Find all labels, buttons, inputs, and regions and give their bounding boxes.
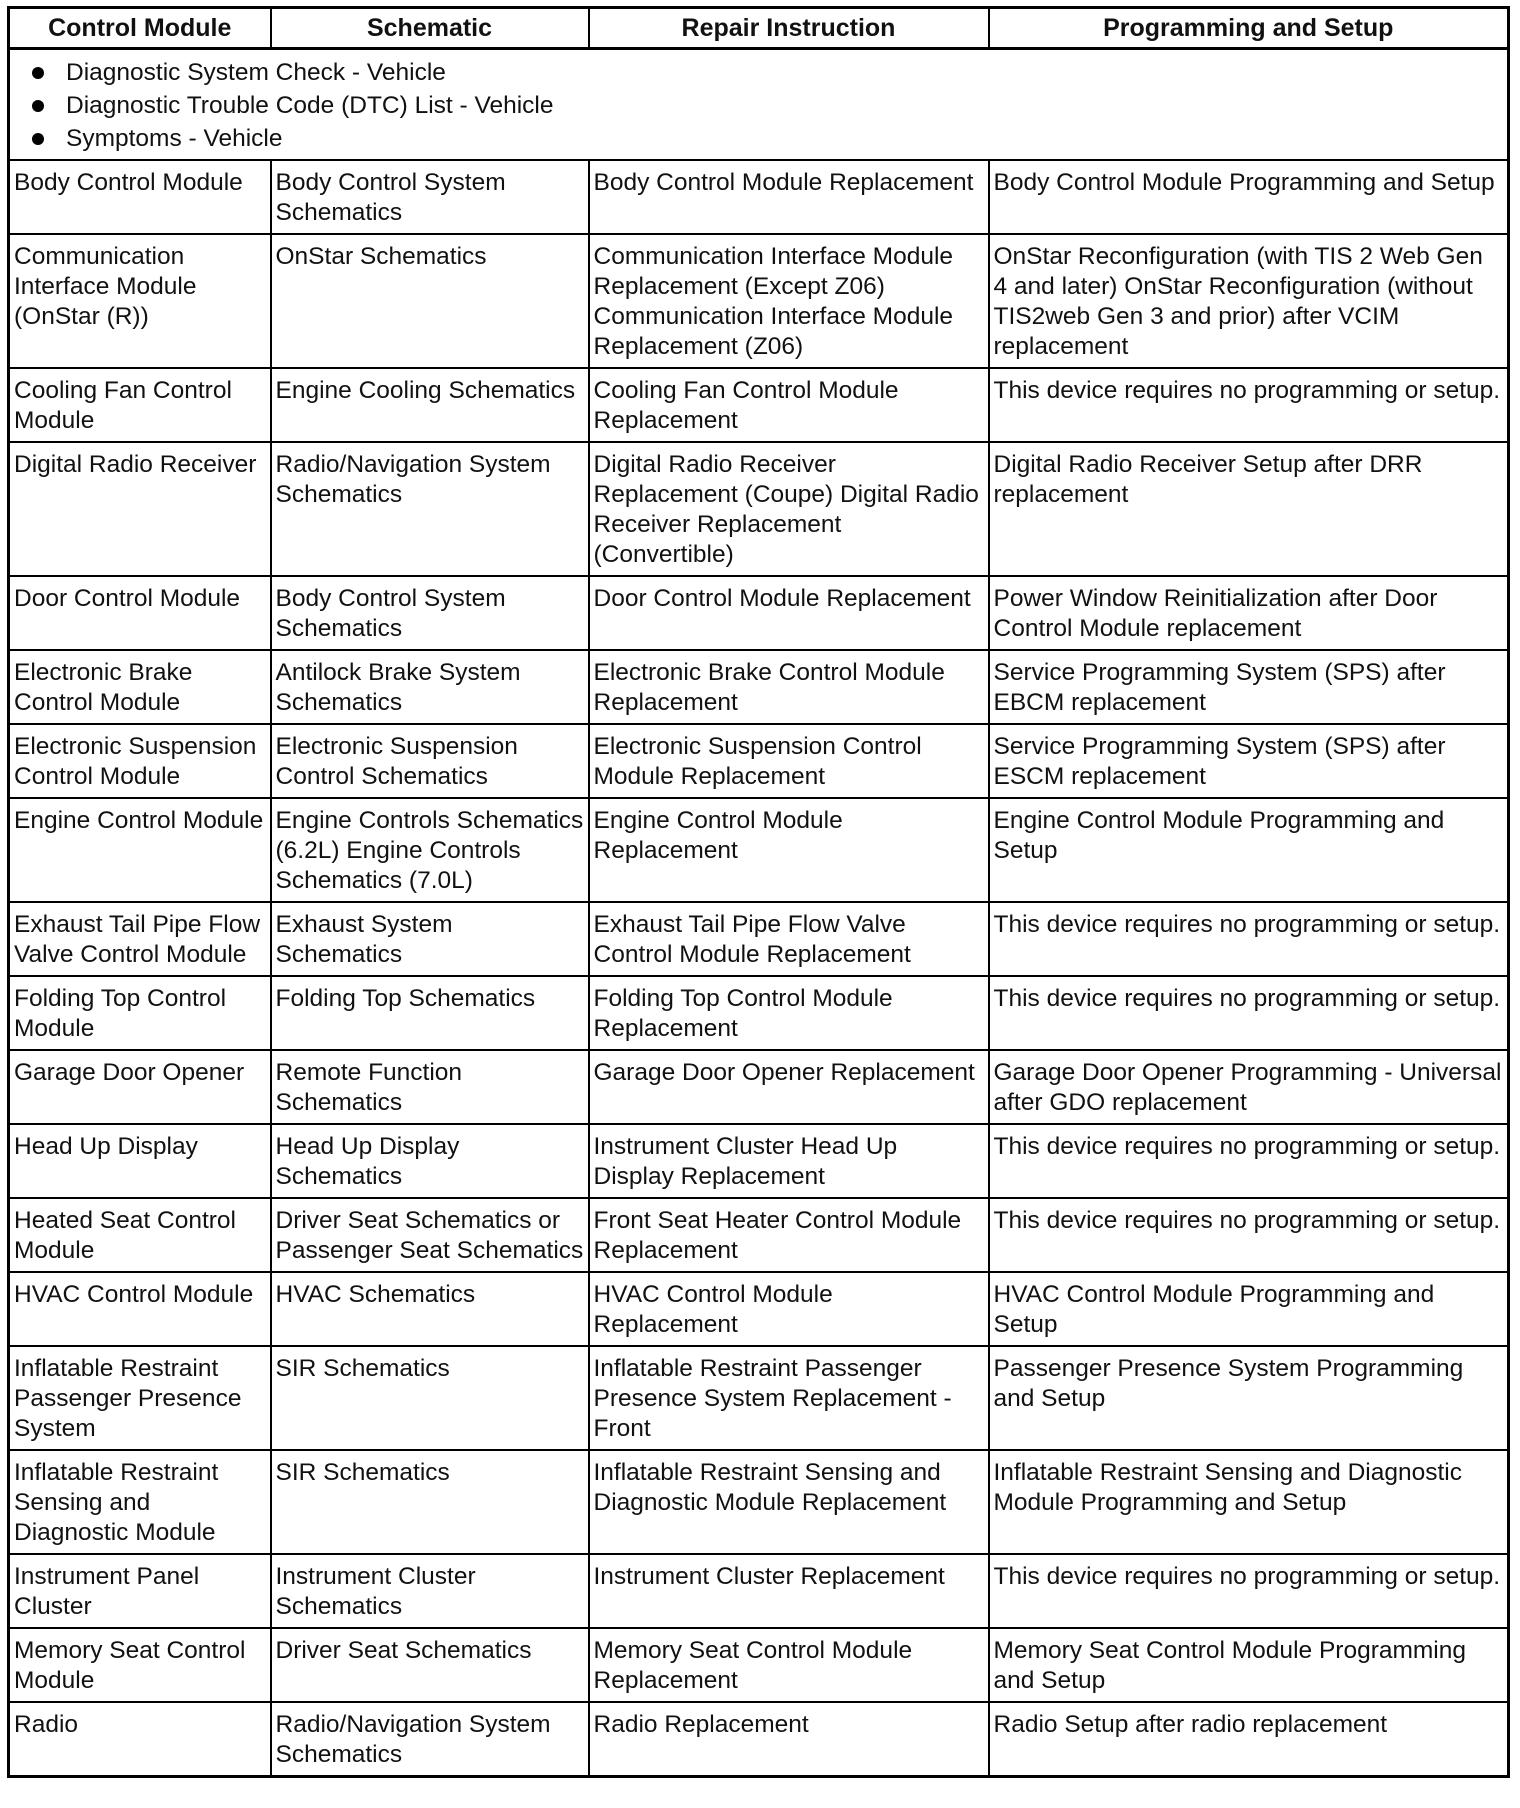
diagnostic-link-label: Symptoms - Vehicle (66, 125, 283, 152)
diagnostic-link-item[interactable] (28, 56, 1499, 89)
cell-control-module: Cooling Fan Control Module (9, 368, 271, 442)
table-row (9, 650, 1509, 724)
cell-control-module: Engine Control Module (9, 798, 271, 902)
header-repair-instruction: Repair Instruction (589, 8, 989, 49)
table-row (9, 1346, 1509, 1450)
header-row (9, 8, 1509, 49)
table-row (9, 1450, 1509, 1554)
cell-control-module: Radio (9, 1702, 271, 1777)
cell-repair-instruction: Engine Control Module Replacement (589, 798, 989, 902)
bullet-icon (32, 100, 44, 112)
document-page (7, 6, 1510, 1778)
table-row (9, 1198, 1509, 1272)
table-row (9, 160, 1509, 234)
table-row (9, 442, 1509, 576)
cell-schematic: Exhaust System Schematics (271, 902, 589, 976)
table-row (9, 1702, 1509, 1777)
cell-programming-setup: This device requires no programming or setup. (989, 902, 1509, 976)
cell-schematic: Antilock Brake System Schematics (271, 650, 589, 724)
cell-schematic: Radio/Navigation System Schematics (271, 1702, 589, 1777)
cell-control-module: Exhaust Tail Pipe Flow Valve Control Module (9, 902, 271, 976)
cell-programming-setup: Memory Seat Control Module Programming and Setup (989, 1628, 1509, 1702)
diagnostic-link-item[interactable] (28, 122, 1499, 155)
bullet-icon (32, 133, 44, 145)
cell-schematic: Instrument Cluster Schematics (271, 1554, 589, 1628)
cell-programming-setup: Radio Setup after radio replacement (989, 1702, 1509, 1777)
table-row (9, 576, 1509, 650)
cell-repair-instruction: Door Control Module Replacement (589, 576, 989, 650)
cell-repair-instruction: HVAC Control Module Replacement (589, 1272, 989, 1346)
cell-repair-instruction: Radio Replacement (589, 1702, 989, 1777)
table-row (9, 368, 1509, 442)
cell-control-module: Inflatable Restraint Sensing and Diagnostic Module (9, 1450, 271, 1554)
cell-programming-setup: Service Programming System (SPS) after ESCM replacement (989, 724, 1509, 798)
table-row (9, 902, 1509, 976)
cell-programming-setup: Digital Radio Receiver Setup after DRR replacement (989, 442, 1509, 576)
cell-repair-instruction: Communication Interface Module Replacement (Except Z06) Communication Interface Module Replacement (Z06) (589, 234, 989, 368)
cell-control-module: Door Control Module (9, 576, 271, 650)
cell-programming-setup: HVAC Control Module Programming and Setup (989, 1272, 1509, 1346)
cell-programming-setup: Power Window Reinitialization after Door Control Module replacement (989, 576, 1509, 650)
cell-control-module: Inflatable Restraint Passenger Presence System (9, 1346, 271, 1450)
cell-control-module: Electronic Brake Control Module (9, 650, 271, 724)
cell-schematic: Radio/Navigation System Schematics (271, 442, 589, 576)
table-row (9, 724, 1509, 798)
header-control-module: Control Module (9, 8, 271, 49)
cell-programming-setup: Body Control Module Programming and Setup (989, 160, 1509, 234)
cell-repair-instruction: Instrument Cluster Head Up Display Replacement (589, 1124, 989, 1198)
table-row (9, 1050, 1509, 1124)
cell-control-module: Body Control Module (9, 160, 271, 234)
cell-repair-instruction: Memory Seat Control Module Replacement (589, 1628, 989, 1702)
diagnostic-link-list (28, 56, 1499, 155)
intro-cell (9, 49, 1509, 161)
cell-control-module: Head Up Display (9, 1124, 271, 1198)
cell-programming-setup: Service Programming System (SPS) after EBCM replacement (989, 650, 1509, 724)
cell-schematic: Folding Top Schematics (271, 976, 589, 1050)
cell-schematic: Driver Seat Schematics (271, 1628, 589, 1702)
cell-repair-instruction: Instrument Cluster Replacement (589, 1554, 989, 1628)
cell-control-module: Digital Radio Receiver (9, 442, 271, 576)
cell-schematic: Electronic Suspension Control Schematics (271, 724, 589, 798)
cell-schematic: Remote Function Schematics (271, 1050, 589, 1124)
cell-repair-instruction: Body Control Module Replacement (589, 160, 989, 234)
cell-repair-instruction: Folding Top Control Module Replacement (589, 976, 989, 1050)
cell-schematic: SIR Schematics (271, 1450, 589, 1554)
cell-control-module: Electronic Suspension Control Module (9, 724, 271, 798)
cell-control-module: Heated Seat Control Module (9, 1198, 271, 1272)
cell-control-module: HVAC Control Module (9, 1272, 271, 1346)
cell-schematic: Engine Cooling Schematics (271, 368, 589, 442)
cell-schematic: SIR Schematics (271, 1346, 589, 1450)
cell-repair-instruction: Front Seat Heater Control Module Replacement (589, 1198, 989, 1272)
intro-row (9, 49, 1509, 161)
bullet-icon (32, 67, 44, 79)
cell-control-module: Memory Seat Control Module (9, 1628, 271, 1702)
table-row (9, 1554, 1509, 1628)
table-row (9, 1124, 1509, 1198)
cell-repair-instruction: Digital Radio Receiver Replacement (Coupe) Digital Radio Receiver Replacement (Convertible) (589, 442, 989, 576)
cell-schematic: Body Control System Schematics (271, 576, 589, 650)
control-module-table (7, 6, 1510, 1778)
cell-schematic: Driver Seat Schematics or Passenger Seat Schematics (271, 1198, 589, 1272)
cell-programming-setup: This device requires no programming or setup. (989, 1198, 1509, 1272)
cell-repair-instruction: Exhaust Tail Pipe Flow Valve Control Module Replacement (589, 902, 989, 976)
cell-programming-setup: Passenger Presence System Programming and Setup (989, 1346, 1509, 1450)
header-programming-setup: Programming and Setup (989, 8, 1509, 49)
cell-schematic: OnStar Schematics (271, 234, 589, 368)
table-row (9, 1272, 1509, 1346)
cell-control-module: Instrument Panel Cluster (9, 1554, 271, 1628)
cell-repair-instruction: Inflatable Restraint Passenger Presence System Replacement - Front (589, 1346, 989, 1450)
cell-schematic: Body Control System Schematics (271, 160, 589, 234)
diagnostic-link-label: Diagnostic Trouble Code (DTC) List - Vehicle (66, 92, 554, 119)
cell-programming-setup: This device requires no programming or setup. (989, 368, 1509, 442)
header-schematic: Schematic (271, 8, 589, 49)
cell-repair-instruction: Electronic Suspension Control Module Replacement (589, 724, 989, 798)
cell-schematic: Head Up Display Schematics (271, 1124, 589, 1198)
cell-control-module: Folding Top Control Module (9, 976, 271, 1050)
diagnostic-link-label: Diagnostic System Check - Vehicle (66, 59, 446, 86)
cell-schematic: Engine Controls Schematics (6.2L) Engine Controls Schematics (7.0L) (271, 798, 589, 902)
cell-control-module: Communication Interface Module (OnStar (R)) (9, 234, 271, 368)
table-row (9, 798, 1509, 902)
cell-repair-instruction: Cooling Fan Control Module Replacement (589, 368, 989, 442)
cell-programming-setup: This device requires no programming or setup. (989, 1124, 1509, 1198)
cell-schematic: HVAC Schematics (271, 1272, 589, 1346)
table-row (9, 976, 1509, 1050)
diagnostic-link-item[interactable] (28, 89, 1499, 122)
cell-repair-instruction: Electronic Brake Control Module Replacement (589, 650, 989, 724)
cell-repair-instruction: Inflatable Restraint Sensing and Diagnostic Module Replacement (589, 1450, 989, 1554)
cell-repair-instruction: Garage Door Opener Replacement (589, 1050, 989, 1124)
table-row (9, 234, 1509, 368)
cell-programming-setup: This device requires no programming or setup. (989, 1554, 1509, 1628)
cell-programming-setup: This device requires no programming or setup. (989, 976, 1509, 1050)
table-row (9, 1628, 1509, 1702)
cell-programming-setup: OnStar Reconfiguration (with TIS 2 Web Gen 4 and later) OnStar Reconfiguration (without TIS2web Gen 3 and prior) after VCIM replacement (989, 234, 1509, 368)
cell-programming-setup: Garage Door Opener Programming - Universal after GDO replacement (989, 1050, 1509, 1124)
cell-control-module: Garage Door Opener (9, 1050, 271, 1124)
cell-programming-setup: Inflatable Restraint Sensing and Diagnostic Module Programming and Setup (989, 1450, 1509, 1554)
cell-programming-setup: Engine Control Module Programming and Setup (989, 798, 1509, 902)
